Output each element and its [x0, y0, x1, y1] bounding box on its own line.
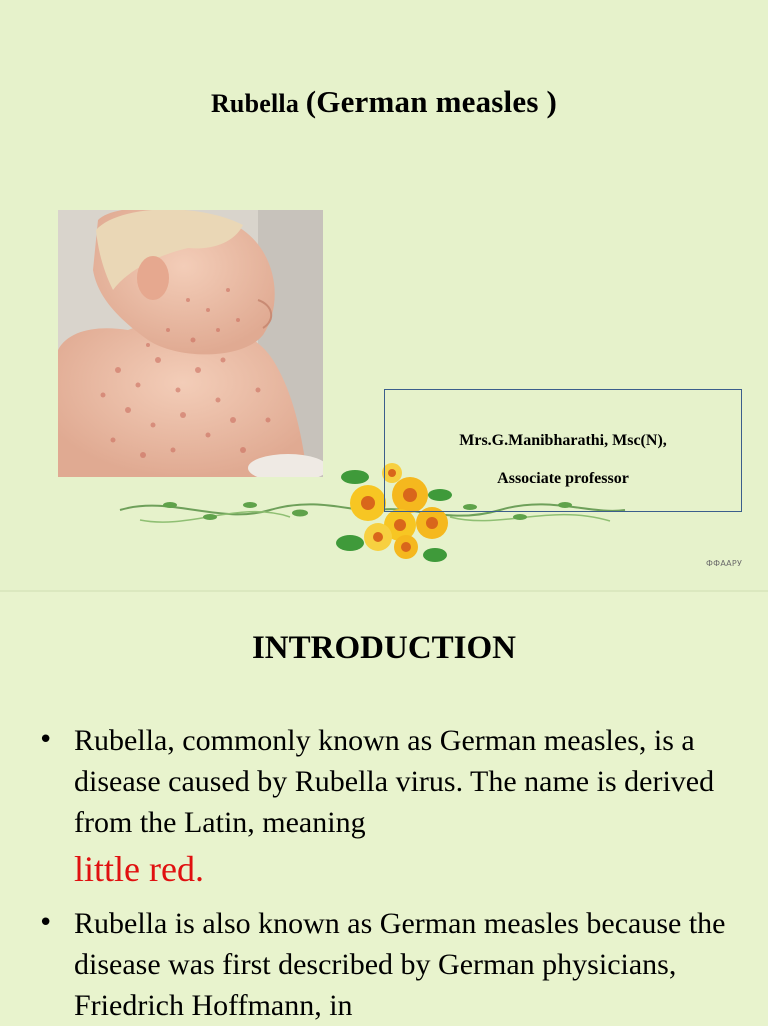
- intro-heading: INTRODUCTION: [251, 630, 517, 666]
- bullet-item: [38, 720, 728, 895]
- bullet-dot: •: [38, 725, 54, 755]
- bullet-item: [38, 903, 728, 1026]
- highlight-text: little red.: [74, 849, 204, 889]
- baby-rash-illustration: [58, 210, 323, 477]
- title-prefix: Rubella: [210, 89, 300, 118]
- rash-photo: [58, 210, 323, 477]
- bullet-dot: •: [38, 908, 54, 938]
- bullet-list: [38, 720, 728, 1026]
- author-name: Mrs.G.Manibharathi, Msc(N),: [459, 432, 667, 449]
- title-main: (German measles ): [305, 84, 558, 119]
- slide-divider: [0, 590, 768, 592]
- author-role: Associate professor: [497, 470, 629, 487]
- slide-title: [0, 84, 768, 120]
- bullet-text: Rubella is also known as German measles because the disease was first described by German physicians, Friedrich Hoffmann, in: [74, 907, 726, 1022]
- watermark-text: ФФААРУ: [706, 559, 743, 568]
- bullet-text: Rubella, commonly known as German measles, is a disease caused by Rubella virus. The name is derived from the Latin, meaning: [74, 724, 715, 839]
- author-info-box: [384, 389, 742, 512]
